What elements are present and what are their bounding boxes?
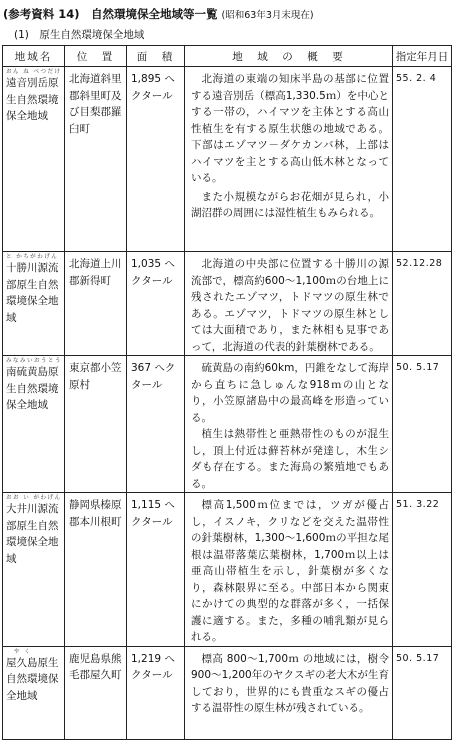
area-name: 屋久島原生自然環境保全地域 xyxy=(6,656,59,702)
summary-paragraph: 標高 800～1,700ｍ の地域には，樹令900～1,200年のヤクスギの老大木が生育しており，世界的にも貴重なスギの優占する温帯性の原生林が残されている。 xyxy=(191,652,389,714)
area-name-cell xyxy=(3,356,65,493)
table-row xyxy=(3,252,452,356)
area-size-cell: 367 へクタール xyxy=(127,356,185,493)
summary-paragraph: 北海道の中央部に位置する十勝川の源流部で，標高約600～1,100ｍの台地上に残されたエゾマツ，トドマツの原生林である。エゾマツ，トドマツの原生林としては大面積であり，また林相も見事であって，北海道の代表的針葉樹林である。 xyxy=(191,258,389,353)
name-reading: や く xyxy=(14,648,32,655)
area-size-cell: 1,219 へクタール xyxy=(127,646,185,739)
area-name-cell xyxy=(3,646,65,739)
summary-paragraph: また小規模ながらお花畑が見られ，小湖沼群の周囲には湿性植生もみられる。 xyxy=(191,190,389,219)
table-row xyxy=(3,646,452,739)
document-title xyxy=(3,6,314,22)
title-date-note: (昭和63年3月末現在) xyxy=(221,10,314,21)
area-name: 遠音別岳原生自然環境保全地域 xyxy=(6,77,59,122)
summary-paragraph: 標高1,500ｍ位までは，ツガが優占し，イスノキ，クリなどを交えた温帯性の針葉樹林，1,300～1,600ｍの平担な尾根は温帯落葉広葉樹林，1,700ｍ以上は亜高山帯植生を示し，針葉樹が多くなり，森林限界に至る。中部日本から関東にかけての典型的な群落が多く，一括保護に適する。また，多種の哺乳類が見られる。 xyxy=(191,499,389,643)
designation-date-cell: 52.12.28 xyxy=(393,252,452,356)
reserve-table xyxy=(2,45,452,740)
col-header-area: 面 積 xyxy=(127,46,185,67)
area-name-cell xyxy=(3,67,65,252)
area-name-cell xyxy=(3,493,65,647)
table-row xyxy=(3,67,452,252)
summary-paragraph: 硫黄島の南約60km，円錐をなして海岸から直ちに急しゅんな918ｍの山となり，小笠原諸島中の最高峰を形造っている。 xyxy=(191,362,389,424)
designation-date-cell: 55. 2. 4 xyxy=(393,67,452,252)
designation-date-cell: 51. 3.22 xyxy=(393,493,452,647)
summary-cell xyxy=(185,67,393,252)
section-subtitle: (1) 原生自然環境保全地域 xyxy=(14,29,145,41)
name-reading: みなみいおうとう xyxy=(6,358,63,364)
title-text: (参考資料 14) 自然環境保全地域等一覧 xyxy=(3,7,218,21)
name-reading: と かちがわげん xyxy=(6,254,59,260)
designation-date-cell: 50. 5.17 xyxy=(393,646,452,739)
summary-cell xyxy=(185,356,393,493)
area-size-cell: 1,035 へクタール xyxy=(127,252,185,356)
summary-cell xyxy=(185,252,393,356)
location-cell: 北海道斜里郡斜里町及び目梨郡羅臼町 xyxy=(65,67,127,252)
area-name: 十勝川源流部原生自然環境保全地域 xyxy=(6,262,59,324)
table-header-row xyxy=(3,46,452,67)
col-header-location: 位 置 xyxy=(65,46,127,67)
summary-cell xyxy=(185,493,393,647)
area-size-cell: 1,895 へクタール xyxy=(127,67,185,252)
summary-paragraph: 北海道の東端の知床半島の基部に位置する遠音別岳（標高1,330.5ｍ）を中心とする一帯の，ハイマツを主体とする高山性植生を有する原生状態の地域である。下部はエゾマツ－ダケカンバ林，上部はハイマツを主とする高山低木林となっている。 xyxy=(191,73,389,184)
designation-date-cell: 50. 5.17 xyxy=(393,356,452,493)
area-name: 南硫黄島原生自然環境保全地域 xyxy=(6,366,59,411)
col-header-summary: 地 域 の 概 要 xyxy=(185,46,393,67)
location-cell: 静岡県榛原郡本川根町 xyxy=(65,493,127,647)
location-cell: 鹿児島県熊毛郡屋久町 xyxy=(65,646,127,739)
col-header-date: 指定年月日 xyxy=(393,46,452,67)
table-row xyxy=(3,493,452,647)
area-name-cell xyxy=(3,252,65,356)
name-reading: おん ね べつだけ xyxy=(6,69,62,75)
name-reading: おお い がわげん xyxy=(6,495,62,501)
col-header-name: 地域名 xyxy=(3,46,65,67)
area-name: 大井川源流部原生自然環境保全地域 xyxy=(6,503,59,565)
location-cell: 東京都小笠原村 xyxy=(65,356,127,493)
location-cell: 北海道上川郡新得町 xyxy=(65,252,127,356)
area-size-cell: 1,115 へクタール xyxy=(127,493,185,647)
summary-cell xyxy=(185,646,393,739)
summary-paragraph: 植生は熱帯性と亜熱帯性のものが混生し，頂上付近は蘚苔林が発達し，木生シダも存在する。また海鳥の繁殖地でもある。 xyxy=(191,428,389,490)
table-row xyxy=(3,356,452,493)
